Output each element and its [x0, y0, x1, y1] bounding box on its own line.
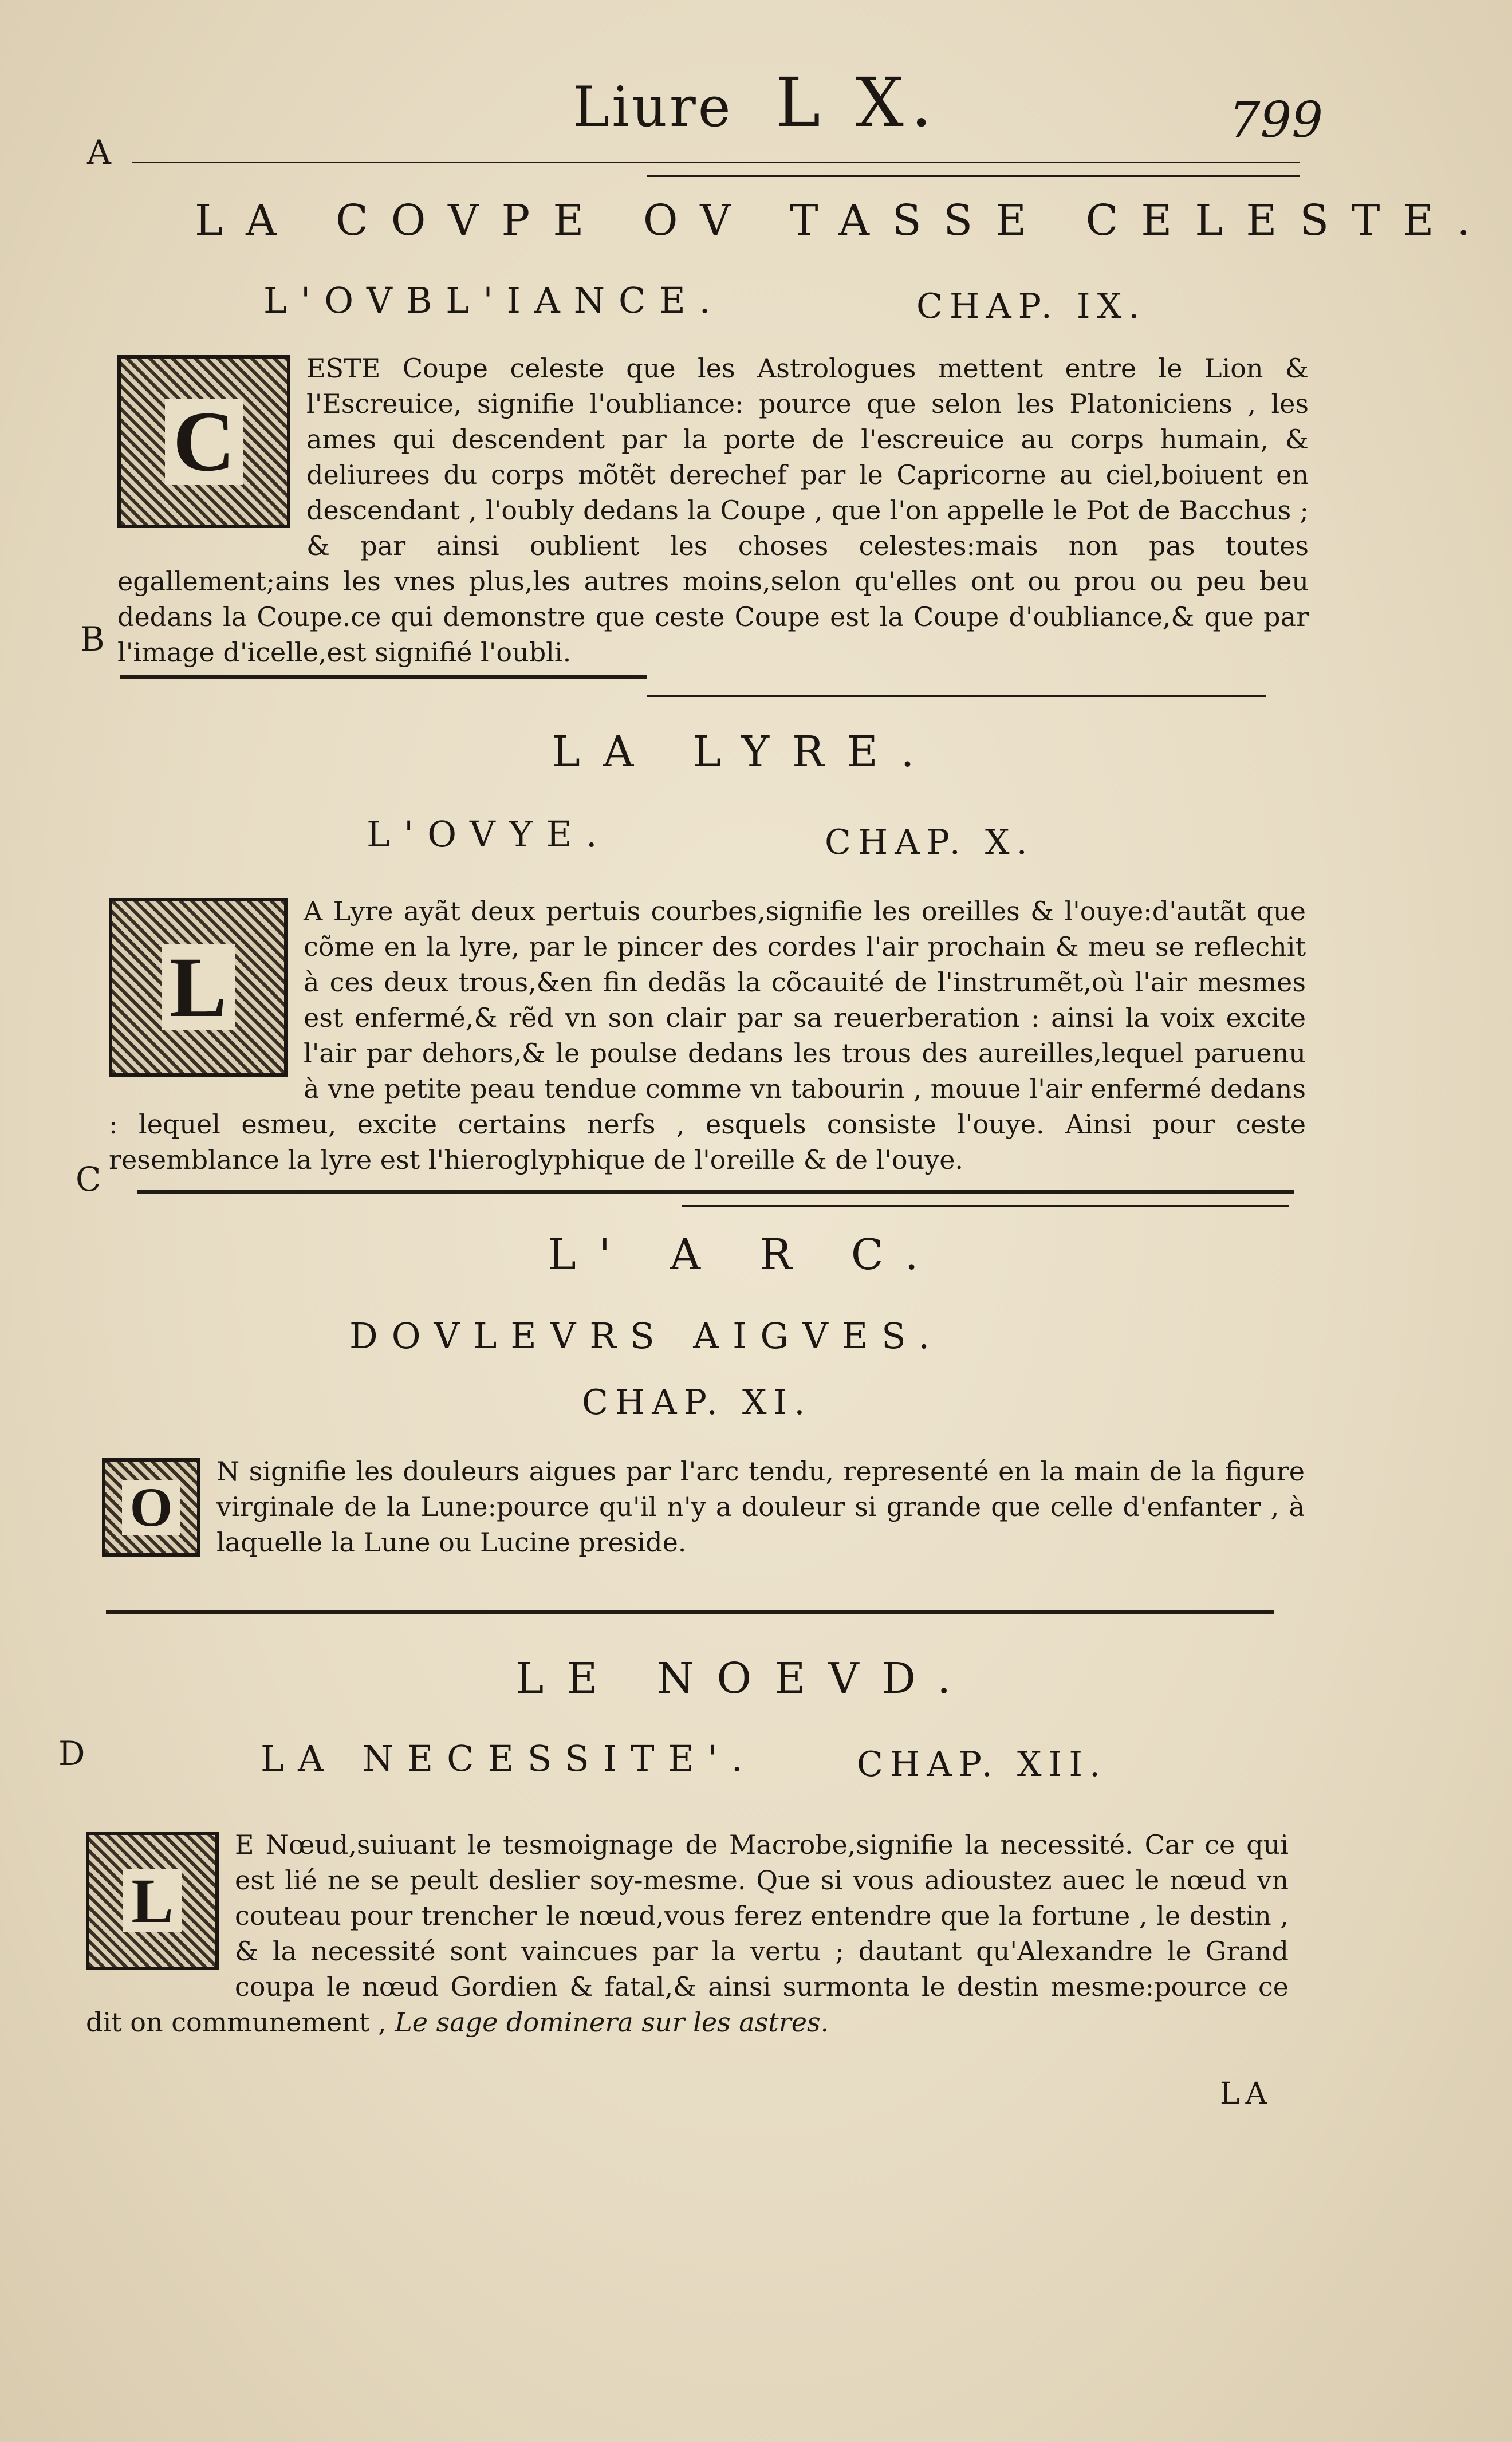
decorated-initial [102, 1458, 200, 1557]
section-rule [137, 1190, 1294, 1194]
section-subtitle: L'OVYE. [367, 813, 611, 855]
initial-letter: L [123, 1869, 181, 1932]
section-rule [120, 675, 647, 679]
head-rule [132, 162, 1300, 163]
section-rule-2 [682, 1205, 1289, 1207]
margin-letter-b: B [80, 620, 105, 659]
section-title: LA COVPE OV TASSE CELESTE. [195, 196, 1493, 245]
section-title: LE NOEVD. [515, 1654, 974, 1703]
margin-letter-a: A [87, 133, 111, 172]
book-number: L X. [775, 63, 939, 142]
margin-letter-d: D [58, 1734, 85, 1773]
paragraph-text: N signifie les douleurs aigues par l'arc tendu, representé en la main de la figure virginale de la Lune:pource qu'il n'y a douleur si grande que celle d'enfanter , à laquelle la Lune ou Lucine preside. [216, 1456, 1305, 1558]
initial-letter: L [162, 944, 235, 1030]
decorated-initial [117, 355, 290, 528]
paragraph-text: E Nœud,suiuant le tesmoignage de Macrobe,signifie la necessité. Car ce qui est lié ne se peult deslier soy-mesme. Que si vous adioustez auec le nœud vn couteau pour trencher le nœud,vous ferez entendre que la fortune , le destin , & la necessité sont vaincues par la vertu ; dautant qu'Alexandre le Grand coupa le nœud Gordien & fatal,& ainsi surmonta le destin mesme:pource ce dit on communement , [86, 1829, 1289, 2038]
section-paragraph [117, 350, 1309, 670]
italic-ending: Le sage dominera sur les astres. [395, 2007, 829, 2038]
initial-letter: O [122, 1480, 181, 1535]
chapter-label: CHAP. XI. [582, 1383, 812, 1423]
initial-letter: C [165, 399, 243, 485]
running-head [550, 63, 962, 142]
decorated-initial [109, 898, 288, 1077]
section-paragraph [86, 1827, 1289, 2040]
section-paragraph [102, 1454, 1305, 1560]
chapter-label: CHAP. IX. [916, 286, 1147, 326]
decorated-initial [86, 1832, 219, 1970]
chapter-label: CHAP. X. [825, 822, 1034, 862]
margin-letter-c: C [76, 1160, 101, 1199]
running-title: Liure [573, 75, 733, 139]
paragraph-text: A Lyre ayãt deux pertuis courbes,signifie les oreilles & l'ouye:d'autãt que cõme en la lyre, par le pincer des cordes l'air prochain & meu se reflechit à ces deux trous,&en fin dedãs la cõcauité de l'instrumẽt,où l'air mesmes est enfermé,& rẽd vn son clair par sa reuerberation : ainsi la voix excite l'air par dehors,& le poulse dedans les trous des aureilles,lequel paruenu à vne petite peau tendue comme vn tabourin , mouue l'air enfermé dedans : lequel esmeu, excite certains nerfs , esquels consiste l'ouye. Ainsi pour ceste resemblance la lyre est l'hieroglyphique de l'oreille & de l'ouye. [109, 896, 1306, 1175]
section-rule-2 [647, 695, 1266, 697]
page-number: 799 [1228, 92, 1323, 149]
head-rule-2 [647, 175, 1300, 177]
section-subtitle: DOVLEVRS AIGVES. [349, 1315, 944, 1357]
catchword: LA [1220, 2077, 1273, 2111]
section-title: LA LYRE. [552, 727, 938, 777]
paragraph-text: ESTE Coupe celeste que les Astrologues mettent entre le Lion & l'Escreuice, signifie l'oubliance: pource que selon les Platoniciens , les ames qui descendent par la porte de l'escreuice au corps humain, & deliurees du corps mõtẽt derechef par le Capricorne au ciel,boiuent en descendant , l'oubly dedans la Coupe , que l'on appelle le Pot de Bacchus ; & par ainsi oublient les choses celestes:mais non pas toutes egallement;ains les vnes plus,les autres moins,selon qu'elles ont ou prou ou peu beu dedans la Coupe.ce qui demonstre que ceste Coupe est la Coupe d'oubliance,& que par l'image d'icelle,est signifié l'oubli. [117, 353, 1309, 668]
section-rule [106, 1610, 1274, 1614]
section-title: L' A R C. [548, 1230, 942, 1279]
section-paragraph [109, 893, 1306, 1177]
section-subtitle: L'OVBL'IANCE. [263, 279, 724, 321]
section-subtitle: LA NECESSITE'. [261, 1738, 757, 1779]
chapter-label: CHAP. XII. [857, 1744, 1108, 1785]
